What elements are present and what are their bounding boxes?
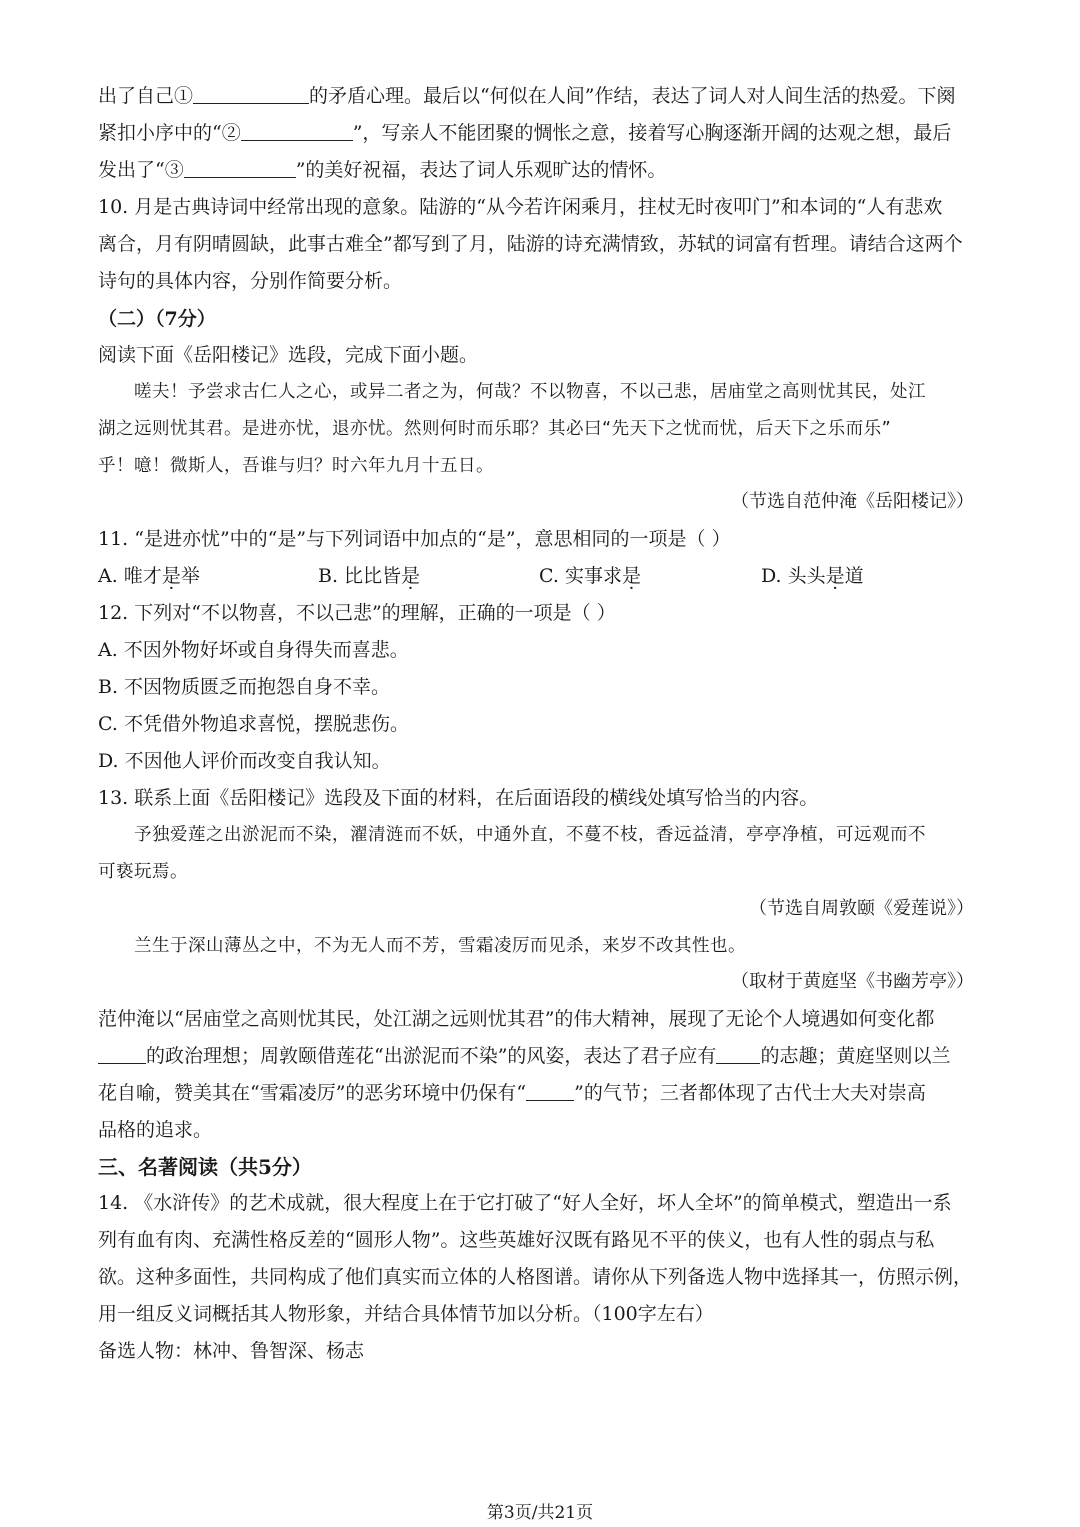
text-line: 出了自己① 的矛盾心理。最后以“何似在人间”作结，表达了词人对人间生活的热爱。下阕	[98, 85, 956, 107]
question-14: 14. 《水浒传》的艺术成就，很大程度上在于它打破了“好人全好，坏人全坏”的简单模式，塑造出一系	[98, 1192, 952, 1214]
answer-blank[interactable]	[716, 1045, 760, 1064]
page-number: 第3页/共21页	[486, 1503, 594, 1523]
candidate-list: 备选人物：林冲、鲁智深、杨志	[98, 1340, 365, 1362]
material-source: （节选自周敦颐《爱莲说》）	[749, 898, 974, 919]
section-heading: （二）（7分）	[98, 308, 216, 330]
option-a[interactable]: A. 不因外物好坏或自身得失而喜悲。	[98, 639, 409, 661]
text-line: 诗句的具体内容，分别作简要分析。	[98, 270, 403, 292]
option-c[interactable]: C. 不凭借外物追求喜悦，摆脱悲伤。	[98, 713, 409, 735]
answer-blank[interactable]	[241, 122, 353, 141]
text-line: 发出了“③ ”的美好祝福，表达了词人乐观旷达的情怀。	[98, 159, 667, 181]
fill-paragraph: 品格的追求。	[98, 1119, 213, 1141]
passage-source: （节选自范仲淹《岳阳楼记》）	[731, 491, 974, 512]
answer-blank[interactable]	[526, 1082, 574, 1101]
section-heading: 三、名著阅读（共5分）	[98, 1155, 312, 1179]
answer-blank[interactable]	[184, 159, 296, 178]
answer-blank[interactable]	[98, 1045, 146, 1064]
text-line: 紧扣小序中的“② ”，写亲人不能团聚的惆怅之意，接着写心胸逐渐开阔的达观之想，最后	[98, 122, 952, 144]
question-12: 12. 下列对“不以物喜，不以己悲”的理解，正确的一项是（ ）	[98, 602, 616, 624]
option-a[interactable]: A. 唯才是举	[98, 565, 200, 587]
option-b[interactable]: B. 比比皆是	[318, 565, 421, 587]
passage-line: 嗟夫！予尝求古仁人之心，或异二者之为，何哉？不以物喜，不以己悲，居庙堂之高则忧其民，处江	[134, 382, 926, 402]
option-b[interactable]: B. 不因物质匮乏而抱怨自身不幸。	[98, 676, 391, 698]
question-10: 10. 月是古典诗词中经常出现的意象。陆游的“从今若许闲乘月，拄杖无时夜叩门”和本词的“人有悲欢	[98, 196, 943, 218]
text-line: 用一组反义词概括其人物形象，并结合具体情节加以分析。（100字左右）	[98, 1303, 714, 1325]
option-d[interactable]: D. 头头是道	[761, 565, 864, 587]
passage-line: 乎！噫！微斯人，吾谁与归？时六年九月十五日。	[98, 456, 494, 476]
text-line: 离合，月有阴晴圆缺，此事古难全”都写到了月，陆游的诗充满情致，苏轼的词富有哲理。请结合这两个	[98, 233, 963, 255]
fill-paragraph: 花自喻，赞美其在“雪霜凌厉”的恶劣环境中仍保有“ ”的气节；三者都体现了古代士大夫对崇高	[98, 1082, 926, 1104]
fill-paragraph: 的政治理想；周敦颐借莲花“出淤泥而不染”的风姿，表达了君子应有 的志趣；黄庭坚则以兰	[98, 1044, 978, 1068]
option-c[interactable]: C. 实事求是	[539, 565, 641, 587]
passage-line: 湖之远则忧其君。是进亦忧，退亦忧。然则何时而乐耶？其必曰“先天下之忧而忧，后天下之乐而乐”	[98, 419, 892, 439]
question-13: 13. 联系上面《岳阳楼记》选段及下面的材料，在后面语段的横线处填写恰当的内容。	[98, 787, 819, 809]
material-line: 予独爱莲之出淤泥而不染，濯清涟而不妖，中通外直，不蔓不枝，香远益清，亭亭净植，可远观而不	[134, 825, 926, 845]
material-line: 可亵玩焉。	[98, 862, 188, 882]
option-d[interactable]: D. 不因他人评价而改变自我认知。	[98, 750, 391, 772]
material-line: 兰生于深山薄丛之中，不为无人而不芳，雪霜凌厉而见杀，来岁不改其性也。	[134, 936, 746, 956]
section-intro: 阅读下面《岳阳楼记》选段，完成下面小题。	[98, 344, 479, 366]
material-source: （取材于黄庭坚《书幽芳亭》）	[731, 971, 974, 992]
text-line: 列有血有肉、充满性格反差的“圆形人物”。这些英雄好汉既有路见不平的侠义，也有人性的弱点与私	[98, 1229, 935, 1251]
question-11: 11. “是进亦忧”中的“是”与下列词语中加点的“是”，意思相同的一项是（ ）	[98, 528, 731, 550]
answer-blank[interactable]	[193, 85, 309, 104]
text-line: 欲。这种多面性，共同构成了他们真实而立体的人格图谱。请你从下列备选人物中选择其一，仿照示例，	[98, 1266, 973, 1288]
fill-paragraph: 范仲淹以“居庙堂之高则忧其民，处江湖之远则忧其君”的伟大精神，展现了无论个人境遇如何变化都	[98, 1008, 935, 1030]
